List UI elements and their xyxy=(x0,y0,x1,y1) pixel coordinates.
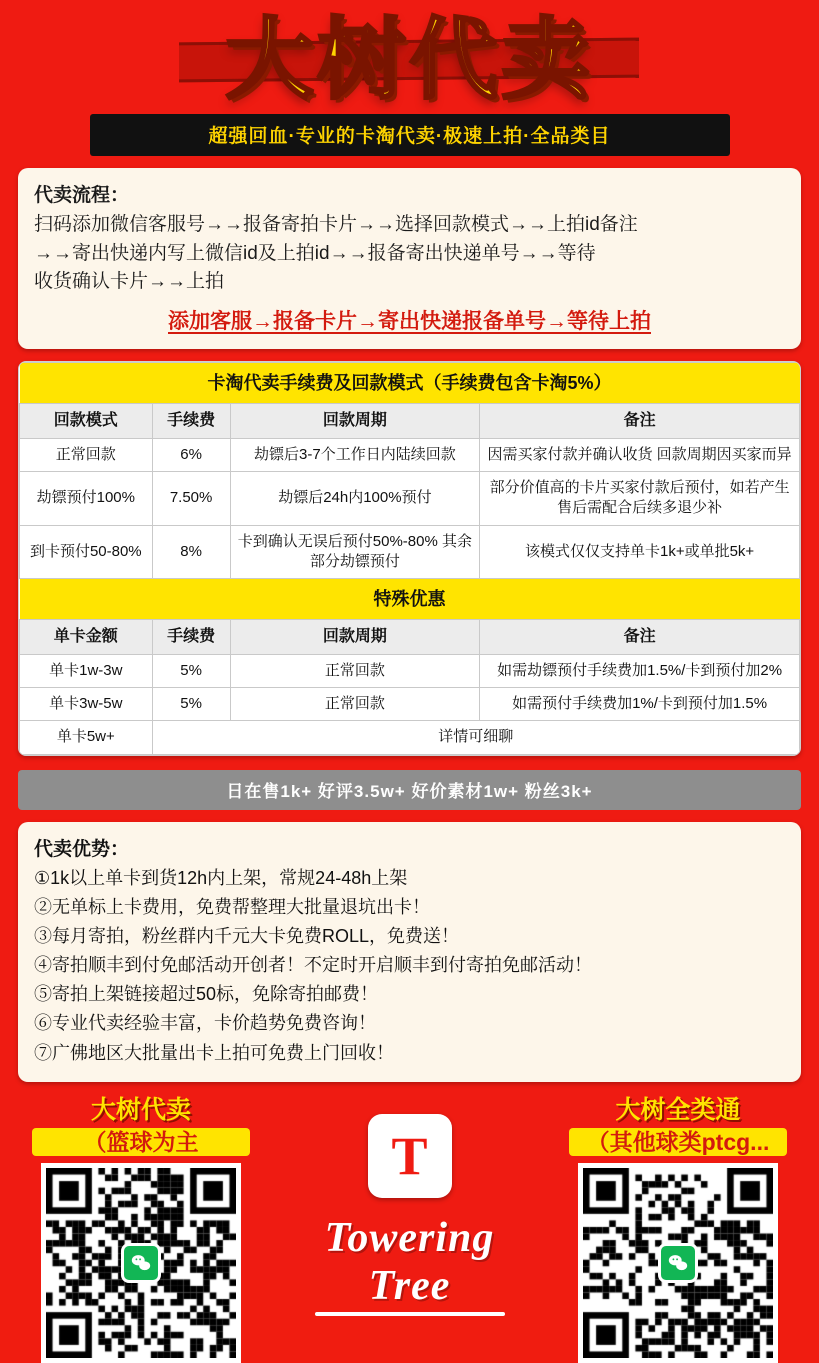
list-item: ⑤寄拍上架链接超过50标，免除寄拍邮费！ xyxy=(34,984,379,1005)
cell-fee: 5% xyxy=(152,688,230,721)
subtitle-bar: 超强回血·专业的卡淘代卖·极速上拍·全品类目 xyxy=(90,114,730,156)
cell-cycle: 劫镖后24h内100%预付 xyxy=(230,472,480,526)
table-row xyxy=(20,688,800,721)
page-title: 大树代卖 xyxy=(225,8,594,111)
title-wrap xyxy=(185,8,633,111)
cell-cycle: 劫镖后3-7个工作日内陆续回款 xyxy=(230,438,480,471)
header-mode: 回款模式 xyxy=(20,404,153,439)
table-row xyxy=(20,438,800,471)
brand-logo-block xyxy=(285,1114,535,1316)
advantages-card xyxy=(18,822,801,1082)
advantages-list xyxy=(34,864,785,1068)
cell-cycle: 正常回款 xyxy=(230,688,480,721)
table-row xyxy=(20,654,800,687)
cell-fee: 6% xyxy=(152,438,230,471)
cell-fee: 8% xyxy=(152,525,230,579)
qr-caption-left-line2: （篮球为主 xyxy=(32,1128,250,1156)
list-item: ②无单标上卡费用，免费帮整理大批量退坑出卡！ xyxy=(34,896,430,917)
cell-fee: 5% xyxy=(152,654,230,687)
fee-table-header-row xyxy=(20,404,800,439)
list-item: ⑥专业代卖经验丰富，卡价趋势免费咨询！ xyxy=(34,1013,376,1034)
stats-badge-bar: 日在售1k+ 好评3.5w+ 好价素材1w+ 粉丝3k+ xyxy=(18,770,801,810)
special-offer-title: 特殊优惠 xyxy=(20,579,800,620)
list-item: ③每月寄拍，粉丝群内千元大卡免费ROLL，免费送！ xyxy=(34,925,460,946)
special-header-row xyxy=(20,620,800,655)
qr-section xyxy=(0,1096,819,1360)
flow-summary: 添加客服→报备卡片→寄出快递报备单号→等待上拍 xyxy=(168,309,651,333)
cell-cycle: 详情可细聊 xyxy=(152,721,799,754)
cell-note: 因需买家付款并确认收货 回款周期因买家而异 xyxy=(480,438,800,471)
cell-mode: 正常回款 xyxy=(20,438,153,471)
cell-note: 如需预付手续费加1%/卡到预付加1.5% xyxy=(480,688,800,721)
qr-caption-right xyxy=(559,1096,797,1156)
fee-table-title-row xyxy=(20,362,800,403)
cell-amount: 单卡5w+ xyxy=(20,721,153,754)
table-row xyxy=(20,472,800,526)
fee-table-title: 卡淘代卖手续费及回款模式（手续费包含卡淘5%） xyxy=(20,362,800,403)
header-note: 备注 xyxy=(480,620,800,655)
table-row xyxy=(20,721,800,754)
cell-note: 如需劫镖预付手续费加1.5%/卡到预付加2% xyxy=(480,654,800,687)
special-title-row xyxy=(20,579,800,620)
cell-mode: 到卡预付50-80% xyxy=(20,525,153,579)
flow-line-3: 收货确认卡片→→上拍 xyxy=(34,271,225,293)
wechat-icon xyxy=(658,1243,698,1283)
list-item: ①1k以上单卡到货12h内上架，常规24-48h上架 xyxy=(34,867,408,888)
cell-note: 部分价值高的卡片买家付款后预付，如若产生售后需配合后续多退少补 xyxy=(480,472,800,526)
cell-fee: 7.50% xyxy=(152,472,230,526)
header-note: 备注 xyxy=(480,404,800,439)
cell-cycle: 卡到确认无误后预付50%-80% 其余部分劫镖预付 xyxy=(230,525,480,579)
list-item: ④寄拍顺丰到付免邮活动开创者！不定时开启顺丰到付寄拍免邮活动！ xyxy=(34,955,592,976)
header-cycle: 回款周期 xyxy=(230,404,480,439)
cell-amount: 单卡1w-3w xyxy=(20,654,153,687)
header-fee: 手续费 xyxy=(152,404,230,439)
advantages-title: 代卖优势： xyxy=(34,838,130,860)
header-cycle: 回款周期 xyxy=(230,620,480,655)
flow-line-2: →→寄出快递内写上微信id及上拍id→→报备寄出快递单号→→等待 xyxy=(34,242,596,264)
qr-caption-left xyxy=(22,1096,260,1156)
flow-line-1: 扫码添加微信客服号→→报备寄拍卡片→→选择回款模式→→上拍id备注 xyxy=(34,214,638,236)
wechat-icon xyxy=(121,1243,161,1283)
qr-block-allcategory[interactable] xyxy=(559,1096,797,1363)
brand-underline xyxy=(315,1312,505,1316)
logo-box xyxy=(368,1114,452,1198)
table-row xyxy=(20,525,800,579)
brand-name: Towering Tree xyxy=(324,1214,495,1309)
header-fee: 手续费 xyxy=(152,620,230,655)
qr-caption-right-line1: 大树全类通 xyxy=(615,1095,741,1124)
list-item: ⑦广佛地区大批量出卡上拍可免费上门回收！ xyxy=(34,1042,394,1063)
logo-letter: T xyxy=(391,1125,428,1186)
qr-code-left[interactable] xyxy=(41,1163,241,1363)
cell-amount: 单卡3w-5w xyxy=(20,688,153,721)
qr-code-right[interactable] xyxy=(578,1163,778,1363)
header xyxy=(0,0,819,156)
cell-cycle: 正常回款 xyxy=(230,654,480,687)
fee-table xyxy=(19,362,800,755)
fee-table-card xyxy=(18,361,801,756)
flow-title: 代卖流程： xyxy=(34,185,130,207)
header-amount: 单卡金额 xyxy=(20,620,153,655)
flow-card xyxy=(18,168,801,349)
qr-caption-left-line1: 大树代卖 xyxy=(90,1095,191,1124)
qr-block-basketball[interactable] xyxy=(22,1096,260,1363)
qr-caption-right-line2: （其他球类ptcg... xyxy=(569,1128,787,1156)
cell-note: 该模式仅仅支持单卡1k+或单批5k+ xyxy=(480,525,800,579)
cell-mode: 劫镖预付100% xyxy=(20,472,153,526)
